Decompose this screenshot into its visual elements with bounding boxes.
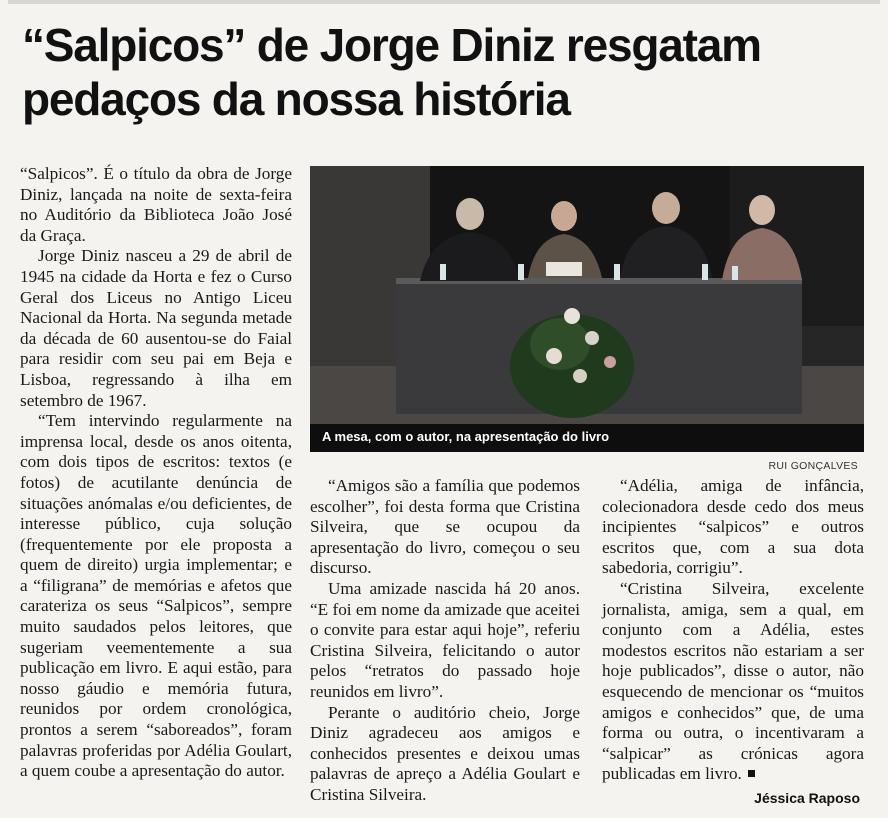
paragraph: “Tem intervindo regularmente na imprensa local, desde os anos oitenta, com dois tipos de escritos: textos (e fotos) de acutilante denúncia de situações anómalas e/ou deficientes, de interesse público, cuja solução (frequentemente por ele proposta a quem de direito) urgia implementar; e a “filigrana” de memórias e afetos que carateriza os seus “Salpicos”, sempre muito saudados pelos leitores, que sugeriam veementemente a sua publicação em livro. E aqui estão, para nosso gáudio e memória futura, reunidos por ordem cronológica, prontos a serem “saboreados”, foram palavras proferidas por Adélia Goulart, a quem coube a apresentação do autor. [20, 411, 292, 781]
event-photo [310, 166, 864, 452]
author-byline: Jéssica Raposo [754, 790, 860, 806]
top-rule [8, 0, 880, 4]
text-column-2 [310, 476, 580, 806]
text-column-1 [20, 164, 292, 782]
headline: “Salpicos” de Jorge Diniz resgatam pedaços da nossa história [22, 19, 761, 125]
photo-illustration [310, 166, 864, 452]
paragraph: Uma amizade nascida há 20 anos. “E foi em nome da amizade que aceitei o convite para estar aqui hoje”, referiu Cristina Silveira, felicitando o autor pelos “retratos do passado hoje reunidos em livro”. [310, 578, 580, 701]
text-column-3 [602, 476, 864, 785]
photo-credit: RUI GONÇALVES [768, 460, 858, 472]
paragraph: “Adélia, amiga de infância, colecionadora desde cedo dos meus incipientes “salpicos” e outros escritos que, com a sua dota sabedoria, corrigiu”. [602, 476, 864, 578]
paragraph: “Amigos são a família que podemos escolher”, foi desta forma que Cristina Silveira, que se ocupou da apresentação do livro, começou o seu discurso. [310, 476, 580, 578]
paragraph-text: “Cristina Silveira, excelente jornalista, amiga, sem a qual, em conjunto com a Adélia, estes modestos escritos não estariam a ser hoje publicados”, disse o autor, não esquecendo de mencionar os “muitos amigos e conhecidos” que, de uma forma ou outra, o incentivaram a “salpicar” as crónicas agora publicadas em livro. [602, 578, 864, 784]
paragraph: Perante o auditório cheio, Jorge Diniz agradeceu aos amigos e conhecidos presentes e deixou umas palavras de apreço a Adélia Goulart e Cristina Silveira. [310, 702, 580, 804]
photo-caption: A mesa, com o autor, na apresentação do livro [322, 429, 610, 444]
paragraph: “Salpicos”. É o título da obra de Jorge Diniz, lançada na noite de sexta-feira no Auditório da Biblioteca João José da Graça. [20, 164, 292, 245]
paragraph: Jorge Diniz nasceu a 29 de abril de 1945 na cidade da Horta e fez o Curso Geral dos Liceus no Antigo Liceu Nacional da Horta. Na segunda metade da década de 60 ausentou-se do Faial para residir com seu pai em Beja e Lisboa, regressando à ilha em setembro de 1967. [20, 246, 292, 410]
paragraph [602, 579, 864, 785]
end-of-article-mark [748, 770, 755, 777]
